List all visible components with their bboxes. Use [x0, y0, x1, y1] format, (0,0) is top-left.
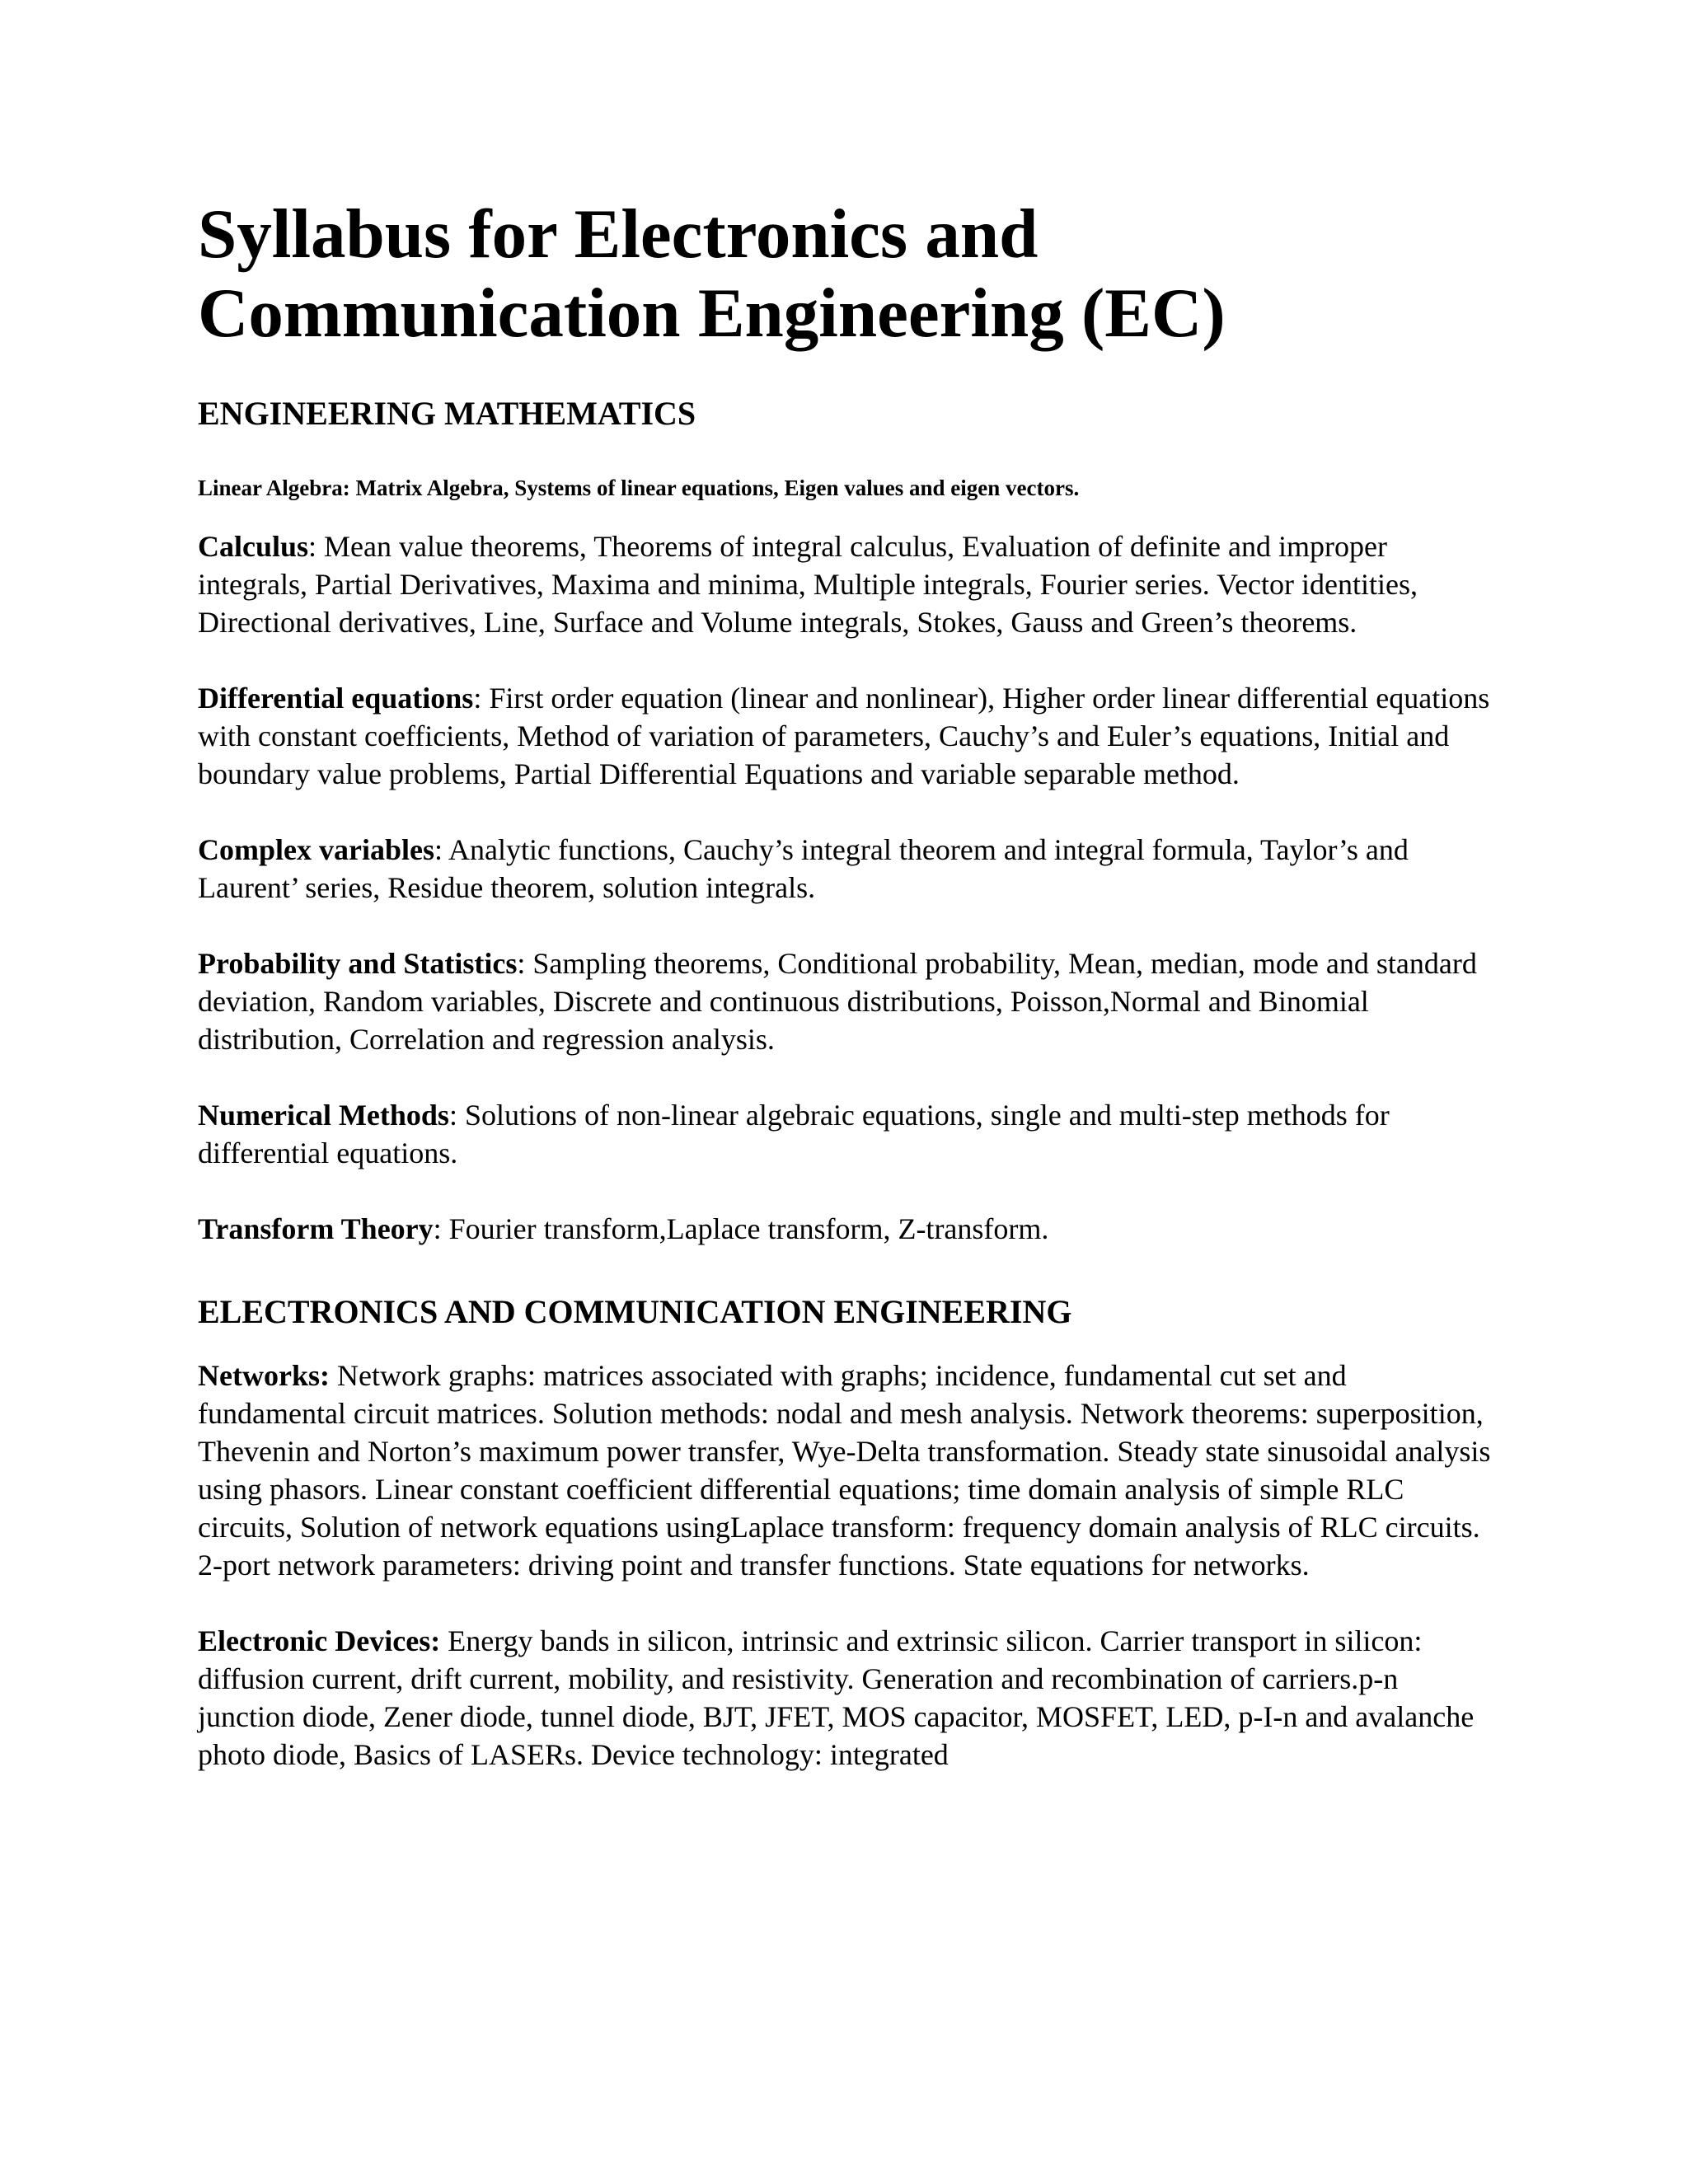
body-transform-theory: : Fourier transform,Laplace transform, Z-transform.	[433, 1212, 1049, 1245]
term-differential-equations: Differential equations	[198, 682, 474, 715]
body-numerical-methods: : Solutions of non-linear algebraic equations, single and multi-step methods for differential equations.	[198, 1099, 1390, 1169]
body-electronic-devices: Energy bands in silicon, intrinsic and extrinsic silicon. Carrier transport in silicon: diffusion current, drift current, mobility, and resistivity. Generation and recombination of carriers.p-n junction diode, Zener diode, tunnel diode, BJT, JFET, MOS capacitor, MOSFET, LED, p-I-n and avalanche photo diode, Basics of LASERs. Device technology: integrated	[198, 1624, 1475, 1771]
paragraph-calculus	[198, 527, 1500, 641]
heading-electronics-communication: ELECTRONICS AND COMMUNICATION ENGINEERING	[198, 1293, 1072, 1330]
body-complex-variables: : Analytic functions, Cauchy’s integral theorem and integral formula, Taylor’s and Laurent’ series, Residue theorem, solution integrals.	[198, 833, 1409, 904]
paragraph-differential-equations	[198, 679, 1500, 793]
paragraph-numerical-methods	[198, 1096, 1500, 1172]
term-transform-theory: Transform Theory	[198, 1212, 434, 1245]
heading-engineering-mathematics: ENGINEERING MATHEMATICS	[198, 395, 696, 432]
linear-algebra-line: Linear Algebra: Matrix Algebra, Systems of linear equations, Eigen values and eigen vectors.	[198, 476, 1080, 500]
term-probability-statistics: Probability and Statistics	[198, 947, 518, 980]
paragraph-complex-variables	[198, 831, 1500, 907]
body-probability-statistics: : Sampling theorems, Conditional probability, Mean, median, mode and standard deviation, Random variables, Discrete and continuous distributions, Poisson,Normal and Binomial distribution, Correlation and regression analysis.	[198, 947, 1477, 1056]
paragraph-transform-theory	[198, 1210, 1500, 1248]
document-page	[198, 194, 1500, 1774]
term-numerical-methods: Numerical Methods	[198, 1099, 449, 1132]
body-networks: Network graphs: matrices associated with graphs; incidence, fundamental cut set and fundamental circuit matrices. Solution methods: nodal and mesh analysis. Network theorems: superposition, Thevenin and Norton’s maximum power transfer, Wye-Delta transformation. Steady state sinusoidal analysis using phasors. Linear constant coefficient differential equations; time domain analysis of simple RLC circuits, Solution of network equations usingLaplace transform: frequency domain analysis of RLC circuits. 2-port network parameters: driving point and transfer functions. State equations for networks.	[198, 1359, 1491, 1582]
body-differential-equations: : First order equation (linear and nonlinear), Higher order linear differential equations with constant coefficients, Method of variation of parameters, Cauchy’s and Euler’s equations, Initial and boundary value problems, Partial Differential Equations and variable separable method.	[198, 682, 1490, 790]
body-calculus: : Mean value theorems, Theorems of integral calculus, Evaluation of definite and improper integrals, Partial Derivatives, Maxima and minima, Multiple integrals, Fourier series. Vector identities, Directional derivatives, Line, Surface and Volume integrals, Stokes, Gauss and Green’s theorems.	[198, 530, 1418, 639]
term-networks: Networks:	[198, 1359, 330, 1392]
paragraph-networks	[198, 1357, 1500, 1584]
paragraph-electronic-devices	[198, 1622, 1500, 1774]
paragraph-probability-statistics	[198, 944, 1500, 1058]
term-electronic-devices: Electronic Devices:	[198, 1624, 441, 1657]
page-title: Syllabus for Electronics and Communication Engineering (EC)	[198, 195, 1226, 352]
term-complex-variables: Complex variables	[198, 833, 434, 866]
term-calculus: Calculus	[198, 530, 309, 563]
